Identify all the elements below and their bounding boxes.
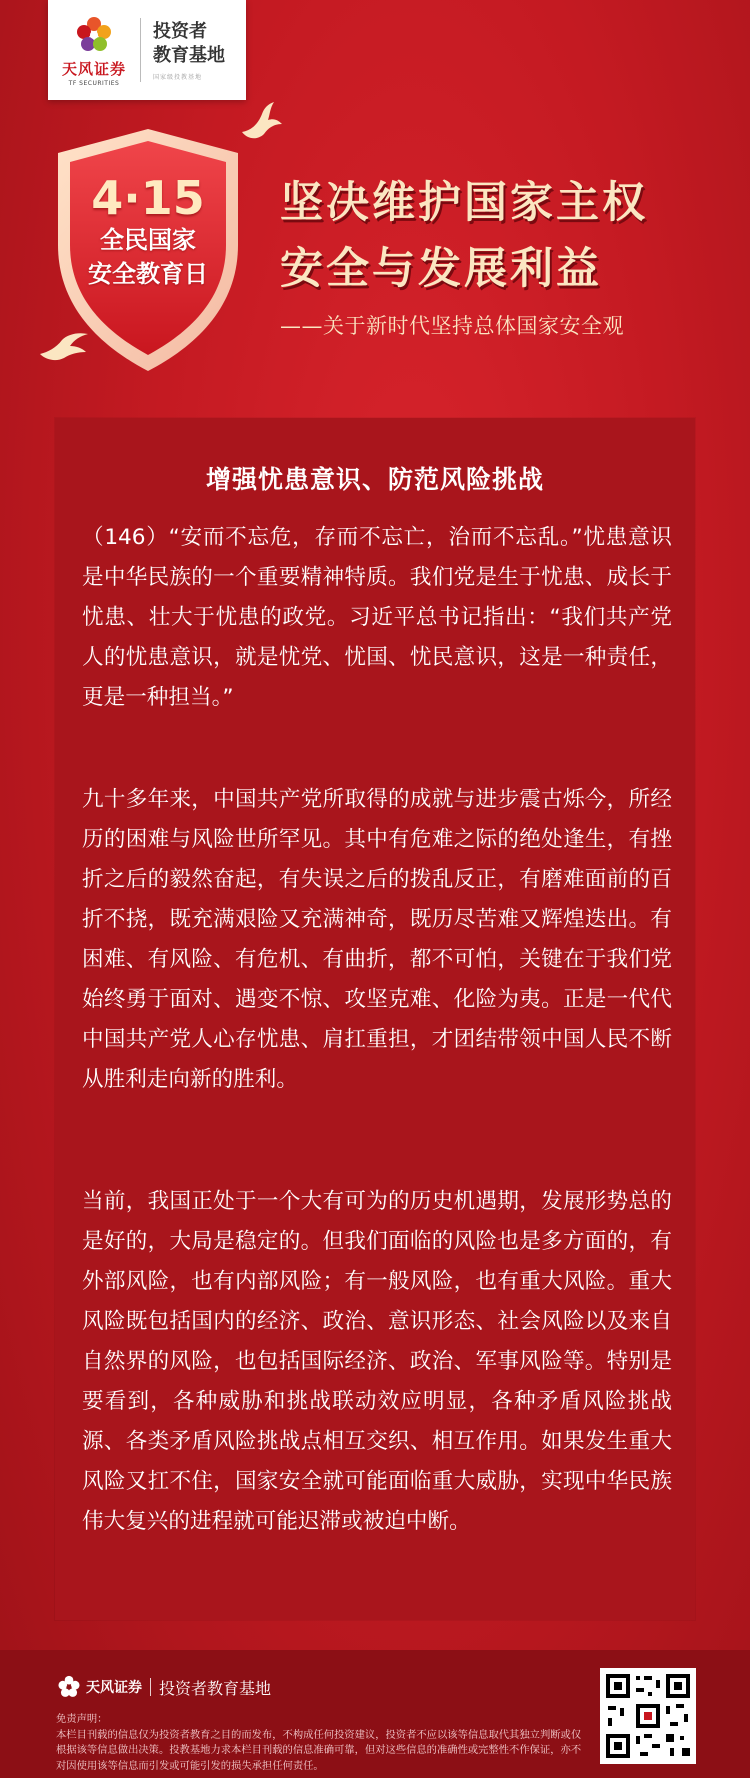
article-paragraph: 当前，我国正处于一个大有可为的历史机遇期，发展形势总的是好的，大局是稳定的。但我们面临的风险也是多方面的，有外部风险，也有内部风险；有一般风险，也有重大风险。重大风险既包括国内的经济、政治、意识形态、社会风险以及来自自然界的风险，也包括国际经济、政治、军事风险等。特别是要看到，各种威胁和挑战联动效应明显，各种矛盾风险挑战源、各类矛盾风险挑战点相互交织、相互作用。如果发生重大风险又扛不住，国家安全就可能面临重大威胁，实现中华民族伟大复兴的进程就可能迟滞或被迫中断。 bbox=[82, 1189, 672, 1534]
disclaimer-body: 本栏目刊载的信息仅为投资者教育之目的而发布，不构成任何投资建议，投资者不应以该等信息取代其独立判断或仅根据该等信息做出决策。投教基地力求本栏目刊载的信息准确可靠，但对这些信息的准确性或完整性不作保证，亦不对因使用该等信息而引发或可能引发的损失承担任何责任。 bbox=[56, 1728, 582, 1772]
edu-line-2: 教育基地 bbox=[153, 44, 225, 66]
shield-date: 4·15 bbox=[91, 171, 205, 225]
article-title: 增强忧患意识、防范风险挑战 bbox=[205, 465, 544, 494]
footer-brand bbox=[56, 1674, 271, 1700]
article-paragraph: 九十多年来，中国共产党所取得的成就与进步震古烁今，所经历的困难与风险世所罕见。其中有危难之际的绝处逢生，有挫折之后的毅然奋起，有失误之后的拨乱反正，有磨难面前的百折不挠，既充满艰险又充满神奇，既历尽苦难又辉煌迭出。有困难、有风险、有危机、有曲折，都不可怕，关键在于我们党始终勇于面对、遇变不惊、攻坚克难、化险为夷。正是一代代中国共产党人心存忧患、肩扛重担，才团结带领中国人民不断从胜利走向新的胜利。 bbox=[82, 787, 672, 1092]
headline-line-1: 坚决维护国家主权 bbox=[280, 178, 648, 228]
edu-base-label bbox=[141, 20, 225, 81]
brand-name-en: TF SECURITIES bbox=[68, 79, 120, 87]
dove-icon bbox=[38, 330, 90, 362]
footer bbox=[0, 1650, 750, 1778]
disclaimer bbox=[56, 1712, 586, 1774]
brand-name: 天风证券 bbox=[61, 59, 126, 78]
footer-edu-label: 投资者教育基地 bbox=[159, 1678, 272, 1698]
qr-code-icon[interactable] bbox=[600, 1668, 696, 1764]
headline-subtitle: ——关于新时代坚持总体国家安全观 bbox=[280, 314, 624, 338]
shield-line-2: 安全教育日 bbox=[88, 260, 208, 288]
article-paragraph: （146）“安而不忘危，存而不忘亡，治而不忘乱。”忧患意识是中华民族的一个重要精神特质。我们党是生于忧患、成长于忧患、壮大于忧患的政党。习近平总书记指出：“我们共产党人的忧患意识，就是忧党、忧国、忧民意识，这是一种责任，更是一种担当。” bbox=[82, 525, 672, 710]
flower-logo-icon bbox=[73, 14, 115, 56]
flower-logo-icon bbox=[56, 1674, 82, 1700]
edu-line-1: 投资者 bbox=[153, 20, 207, 42]
brand-logo bbox=[48, 14, 140, 87]
shield-text bbox=[48, 125, 248, 291]
headline-line-2: 安全与发展利益 bbox=[280, 244, 602, 294]
logo-card bbox=[48, 0, 246, 100]
disclaimer-title: 免责声明： bbox=[56, 1713, 108, 1725]
footer-divider bbox=[150, 1678, 151, 1696]
article-panel bbox=[55, 418, 695, 1620]
shield-line-1: 全民国家 bbox=[100, 226, 196, 254]
edu-small: 国家级投教基地 bbox=[153, 73, 203, 81]
footer-brand-name: 天风证券 bbox=[86, 1680, 142, 1696]
headline bbox=[280, 170, 720, 340]
dove-icon bbox=[238, 100, 284, 146]
